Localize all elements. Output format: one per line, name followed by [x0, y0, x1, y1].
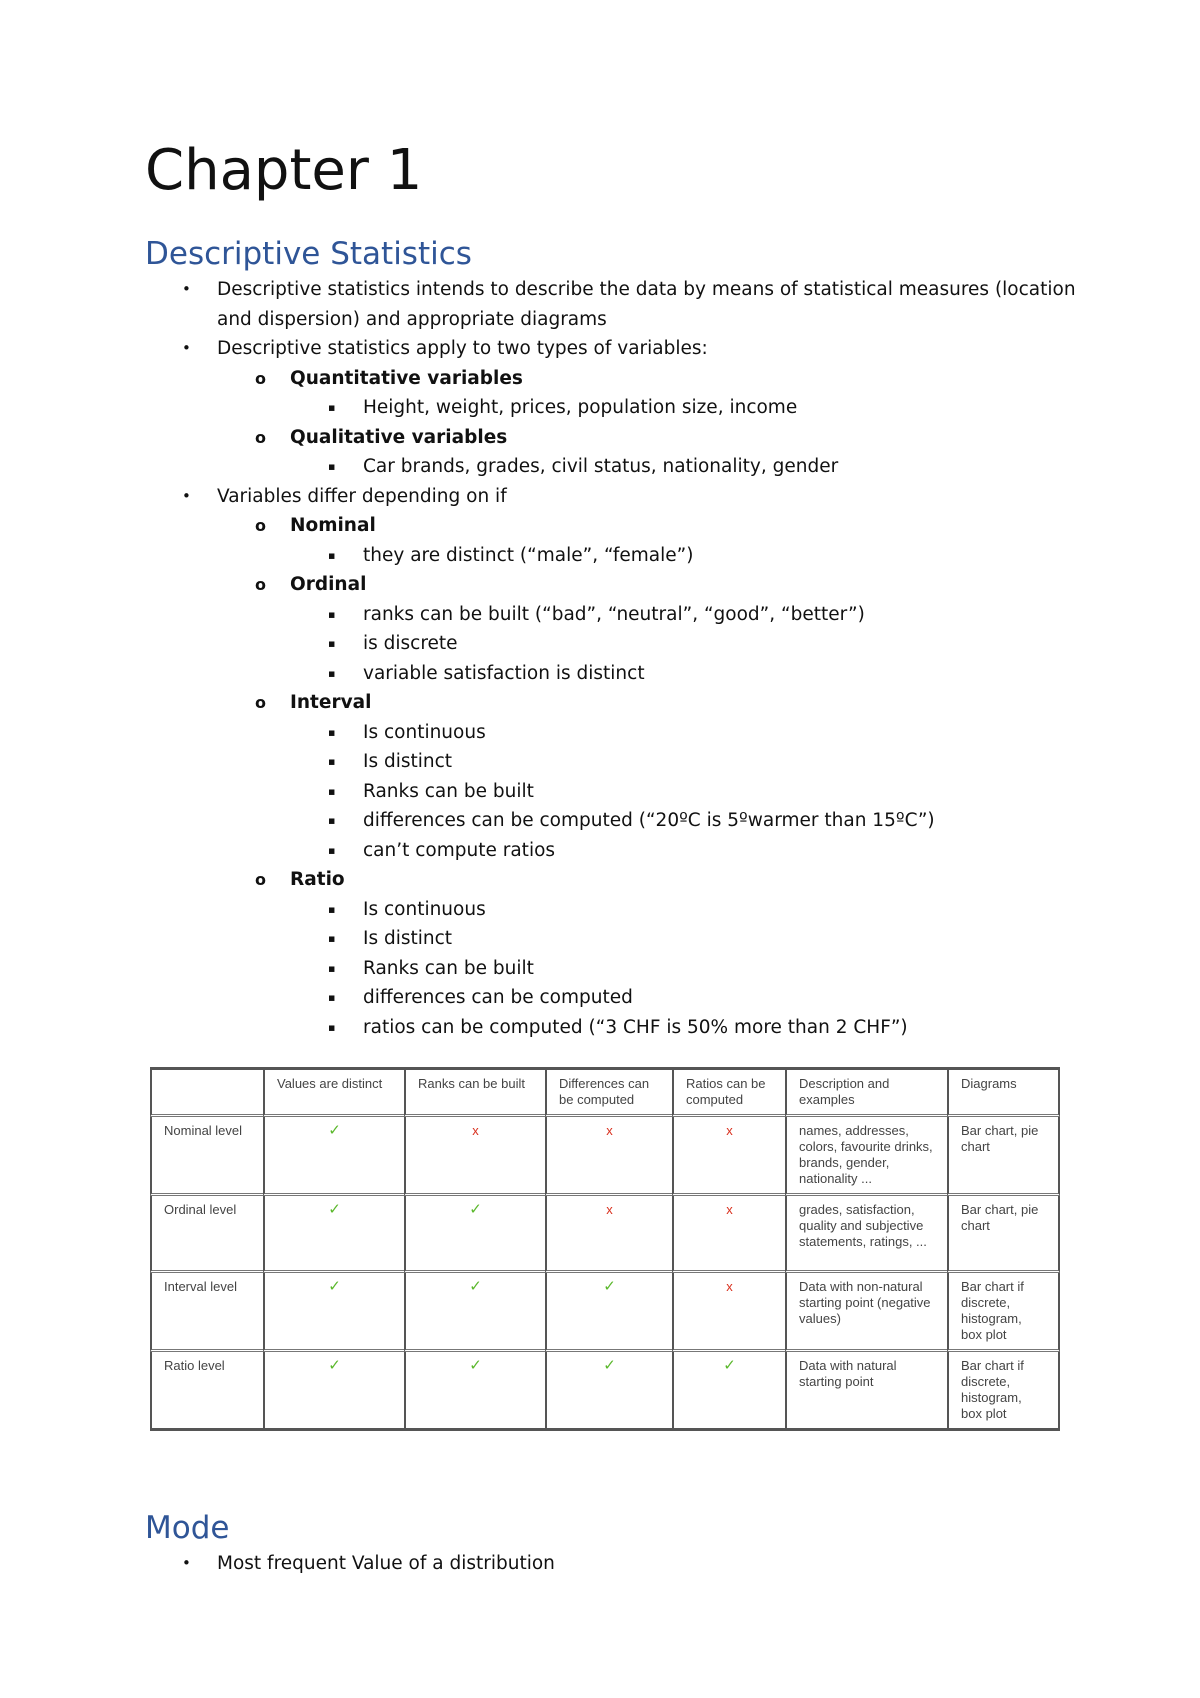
descriptive-statistics-list: [145, 275, 1105, 1042]
description-cell: grades, satisfaction, quality and subjective statements, ratings, ...: [785, 1196, 947, 1273]
bullet-icon: o: [255, 575, 266, 594]
table-header-cell: Description and examples: [785, 1067, 947, 1117]
row-label: Ordinal level: [150, 1196, 263, 1273]
bullet-icon: ▪: [328, 784, 336, 798]
check-icon: ✓: [328, 1122, 341, 1139]
table-header-cell: Ratios can be computed: [672, 1067, 785, 1117]
bullet-icon: ▪: [328, 637, 336, 650]
measurement-levels-table-image: [150, 1067, 1060, 1429]
diagrams-cell: Bar chart if discrete, histogram, box plot: [947, 1352, 1060, 1431]
bullet-icon: o: [255, 870, 266, 889]
row-label: Nominal level: [150, 1117, 263, 1196]
list-item: o Nominal: [145, 511, 1105, 541]
bullet-icon: ▪: [328, 843, 336, 857]
table-header-cell: Values are distinct: [263, 1067, 404, 1117]
list-item: ▪ Car brands, grades, civil status, nationality, gender: [145, 452, 1105, 482]
check-icon: ✓: [603, 1278, 616, 1295]
cross-icon: x: [606, 1123, 613, 1138]
table-header-cell: Differences can be computed: [545, 1067, 672, 1117]
list-item: ▪ they are distinct (“male”, “female”): [145, 541, 1105, 571]
table-header-row: [150, 1067, 1060, 1117]
bullet-icon: o: [255, 368, 266, 388]
list-item: o Ratio: [145, 865, 1105, 895]
section-heading-descriptive-statistics: Descriptive Statistics: [145, 236, 472, 272]
diagrams-cell: Bar chart if discrete, histogram, box plot: [947, 1273, 1060, 1352]
bullet-icon: o: [255, 516, 266, 535]
list-item: ▪ Ranks can be built: [145, 777, 1105, 807]
bullet-icon: ▪: [328, 725, 336, 739]
description-cell: names, addresses, colors, favourite drinks, brands, gender, nationality ...: [785, 1117, 947, 1196]
list-item: o Interval: [145, 688, 1105, 718]
list-item: o Quantitative variables: [145, 364, 1105, 394]
table-row: [150, 1352, 1060, 1431]
list-item: • Most frequent Value of a distribution: [145, 1549, 1105, 1579]
cross-icon: x: [606, 1202, 613, 1217]
row-label: Ratio level: [150, 1352, 263, 1431]
list-item: ▪ Is distinct: [145, 924, 1105, 954]
list-item: • Descriptive statistics intends to describe the data by means of statistical measures (location: [145, 275, 1105, 305]
check-icon: ✓: [328, 1201, 341, 1218]
bullet-icon: ▪: [328, 991, 336, 1004]
cross-icon: x: [726, 1202, 733, 1217]
list-item: ▪ Height, weight, prices, population size, income: [145, 393, 1105, 423]
bullet-icon: ▪: [328, 1020, 336, 1034]
list-item: • Variables differ depending on if: [145, 482, 1105, 512]
bullet-icon: ▪: [328, 755, 336, 768]
check-icon: ✓: [603, 1357, 616, 1374]
list-item: ▪ is discrete: [145, 629, 1105, 659]
list-item: ▪ differences can be computed: [145, 983, 1105, 1013]
table-row: [150, 1196, 1060, 1273]
list-item: ▪ Is continuous: [145, 895, 1105, 925]
table-row: [150, 1273, 1060, 1352]
bullet-icon: o: [255, 427, 266, 447]
description-cell: Data with natural starting point: [785, 1352, 947, 1431]
bullet-icon: ▪: [328, 460, 336, 473]
bullet-icon: ▪: [328, 814, 336, 827]
check-icon: ✓: [469, 1201, 482, 1218]
list-item: ▪ Is distinct: [145, 747, 1105, 777]
bullet-icon: ▪: [328, 401, 336, 414]
cross-icon: x: [726, 1279, 733, 1294]
list-item: ▪ differences can be computed (“20ºC is 5ºwarmer than 15ºC”): [145, 806, 1105, 836]
row-label: Interval level: [150, 1273, 263, 1352]
check-icon: ✓: [469, 1278, 482, 1295]
check-icon: ✓: [328, 1278, 341, 1295]
check-icon: ✓: [328, 1357, 341, 1374]
list-item: • Descriptive statistics apply to two types of variables:: [145, 334, 1105, 364]
check-icon: ✓: [723, 1357, 736, 1374]
bullet-icon: ▪: [328, 932, 336, 945]
section-heading-mode: Mode: [145, 1510, 230, 1546]
table-header-cell: [150, 1067, 263, 1117]
table-row: [150, 1117, 1060, 1196]
bullet-icon: •: [182, 339, 191, 357]
bullet-icon: •: [182, 486, 191, 505]
bullet-icon: o: [255, 693, 266, 712]
list-item: ▪ variable satisfaction is distinct: [145, 659, 1105, 689]
bullet-icon: ▪: [328, 666, 336, 680]
table-header-cell: Diagrams: [947, 1067, 1060, 1117]
list-item: ▪ Is continuous: [145, 718, 1105, 748]
cross-icon: x: [472, 1123, 479, 1138]
diagrams-cell: Bar chart, pie chart: [947, 1117, 1060, 1196]
bullet-icon: ▪: [328, 607, 336, 621]
list-item: ▪ ranks can be built (“bad”, “neutral”, “good”, “better”): [145, 600, 1105, 630]
measurement-levels-table: [150, 1067, 1060, 1431]
check-icon: ✓: [469, 1357, 482, 1374]
list-item: ▪ Ranks can be built: [145, 954, 1105, 984]
diagrams-cell: Bar chart, pie chart: [947, 1196, 1060, 1273]
list-item: ▪ can’t compute ratios: [145, 836, 1105, 866]
list-item: o Ordinal: [145, 570, 1105, 600]
table-header-cell: Ranks can be built: [404, 1067, 545, 1117]
list-item: o Qualitative variables: [145, 423, 1105, 453]
bullet-icon: ▪: [328, 902, 336, 916]
description-cell: Data with non-natural starting point (negative values): [785, 1273, 947, 1352]
bullet-icon: ▪: [328, 961, 336, 975]
bullet-icon: •: [182, 1554, 191, 1572]
bullet-icon: •: [182, 280, 191, 298]
list-item: ▪ ratios can be computed (“3 CHF is 50% more than 2 CHF”): [145, 1013, 1105, 1043]
cross-icon: x: [726, 1123, 733, 1138]
chapter-title: Chapter 1: [145, 138, 423, 203]
bullet-icon: ▪: [328, 548, 336, 562]
list-item-continuation: and dispersion) and appropriate diagrams: [217, 308, 607, 330]
mode-list: [145, 1549, 1105, 1579]
